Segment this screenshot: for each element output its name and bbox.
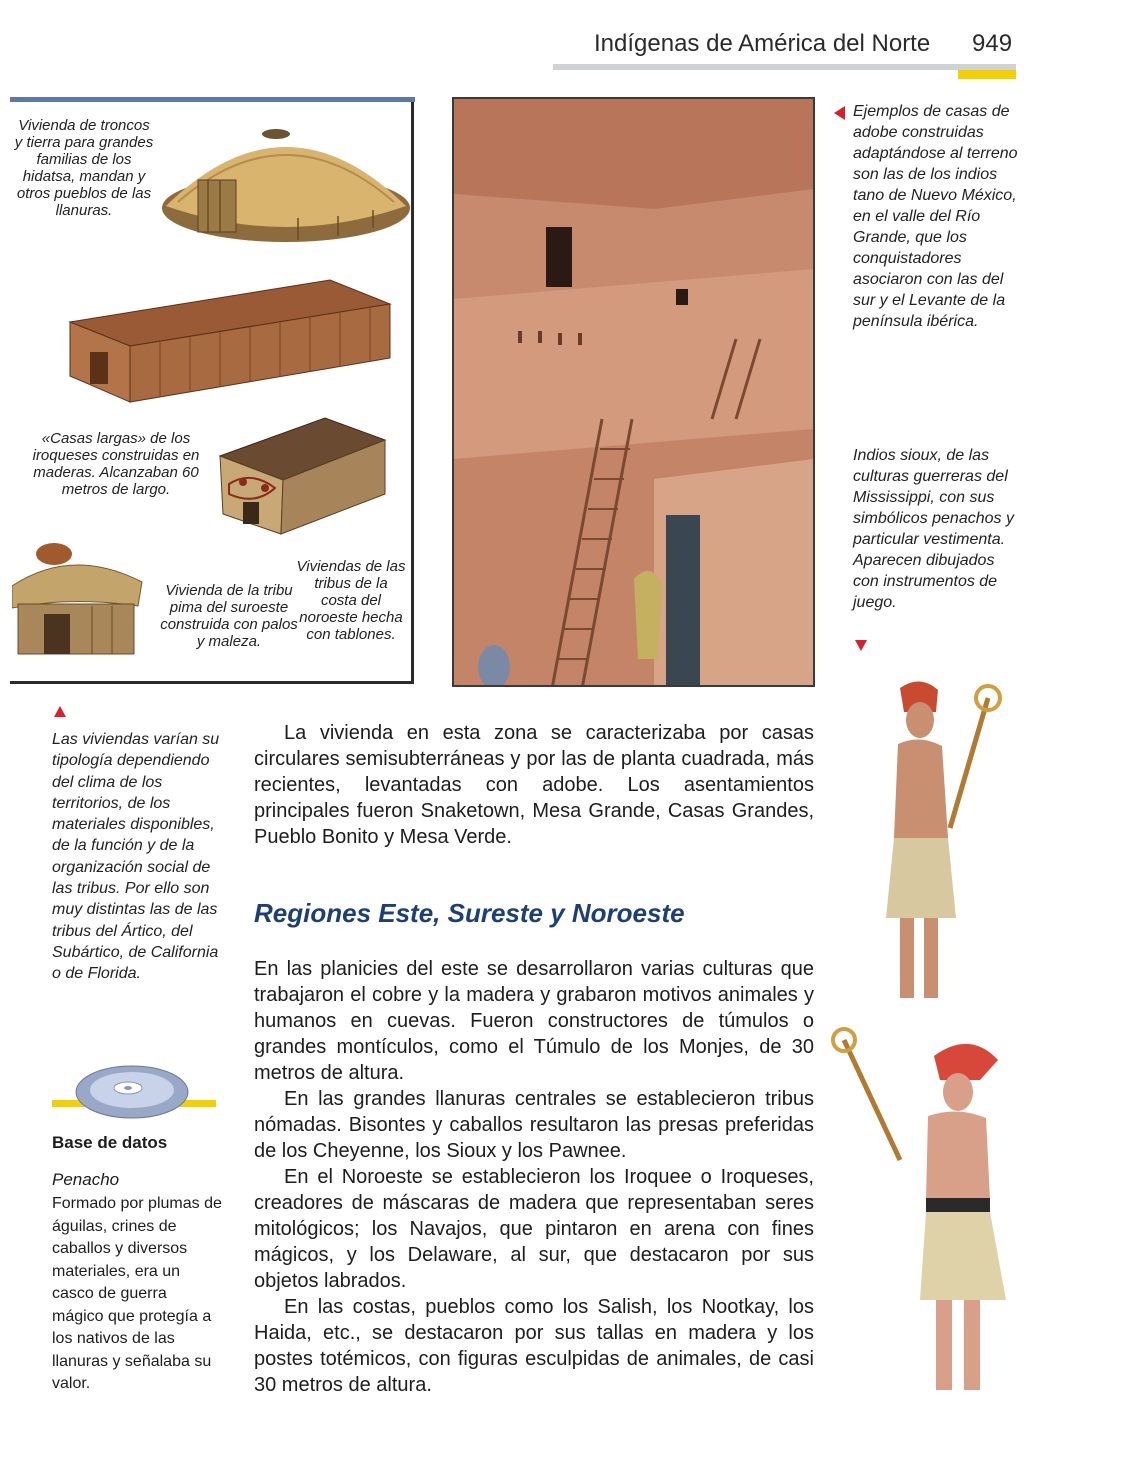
database-title: Base de datos: [52, 1133, 168, 1152]
cd-disc-icon: [74, 1064, 190, 1120]
header-accent-bar: [958, 70, 1016, 79]
illustration-box-top-bar: [10, 97, 415, 102]
section-heading: Regiones Este, Sureste y Noroeste: [254, 898, 685, 928]
header-rule: [553, 64, 1016, 70]
earth-lodge-illustration: [158, 118, 413, 246]
sioux-warrior-illustration-2: [830, 1020, 1020, 1400]
paragraph-1: En las planicies del este se desarrollaron varias culturas que trabajaron el cobre y la madera y grabaron motivos animales y humanos en cuevas. Fueron constructores de túmulos o grandes montículos, como el Túmulo de los Monjes, de 30 metros de altura.: [254, 958, 814, 1084]
triangle-left-icon: [834, 106, 845, 120]
paragraph-2: En las grandes llanuras centrales se establecieron tribus nómadas. Bisontes y caballos resultaron las presas preferidas de los Cheyenne, los Sioux y los Pawnee.: [254, 1088, 814, 1162]
triangle-up-icon: [54, 706, 66, 717]
triangle-down-icon: [855, 640, 867, 651]
pima-caption: Vivienda de la tribu pima del suroeste construida con palos y maleza.: [160, 582, 298, 650]
adobe-photo-drawing: [454, 99, 814, 687]
plank-house-illustration: [215, 414, 395, 539]
dwellings-note: Las viviendas varían su tipología dependiendo del clima de los territorios, de los materiales disponibles, de la función y de la organización social de las tribus. Por ello son muy distintas las de las tribus del Ártico, del Subártico, de California o de Florida.: [52, 731, 220, 983]
adobe-caption: Ejemplos de casas de adobe construidas adaptándose al terreno son las de los indios tano de Nuevo México, en el valle del Río Grande, que los conquistadores asociaron con las del sur y el Levante de la península ibérica.: [853, 103, 1018, 330]
pima-hut-illustration: [12, 536, 144, 658]
database-definition: Formado por plumas de águilas, crines de caballos y diversos materiales, era un casco de guerra mágico que protegía a los nativos de las llanuras y señalaba su valor.: [52, 1195, 222, 1392]
adobe-houses-photo: [452, 97, 815, 687]
northwest-caption: Viviendas de las tribus de la costa del noroeste hecha con tablones.: [296, 558, 406, 643]
sioux-warrior-illustration-1: [860, 678, 1010, 1008]
page-number: 949: [972, 30, 1013, 57]
earth-lodge-caption: Vivienda de troncos y tierra para grandes familias de los hidatsa, mandan y otros pueblos de las llanuras.: [14, 117, 154, 219]
running-header-title: Indígenas de América del Norte: [594, 30, 931, 57]
intro-paragraph: La vivienda en esta zona se caracterizaba por casas circulares semisubterráneas y por las de planta cuadrada, más recientes, levantadas con adobe. Los asentamientos principales fueron Snaketown, Mesa Grande, Casas Grandes, Pueblo Bonito y Mesa Verde.: [254, 722, 814, 848]
database-term: Penacho: [52, 1170, 120, 1189]
longhouse-caption: «Casas largas» de los iroqueses construidas en maderas. Alcanzaban 60 metros de largo.: [32, 430, 200, 498]
paragraph-4: En las costas, pueblos como los Salish, los Nootkay, los Haida, etc., se destacaron por sus tallas en madera y los postes totémicos, con figuras esculpidas de animales, de casi 30 metros de altura.: [254, 1296, 814, 1396]
longhouse-illustration: [60, 272, 408, 412]
sioux-caption: Indios sioux, de las culturas guerreras del Mississippi, con sus simbólicos penachos y particular vestimenta. Aparecen dibujados con instrumentos de juego.: [853, 447, 1014, 611]
paragraph-3: En el Noroeste se establecieron los Iroquee o Iroqueses, creadores de máscaras de madera que representaban seres mitológicos; los Navajos, que pintaron en arena con fines mágicos, y los Delaware, al sur, que destacaron por sus objetos labrados.: [254, 1166, 814, 1292]
